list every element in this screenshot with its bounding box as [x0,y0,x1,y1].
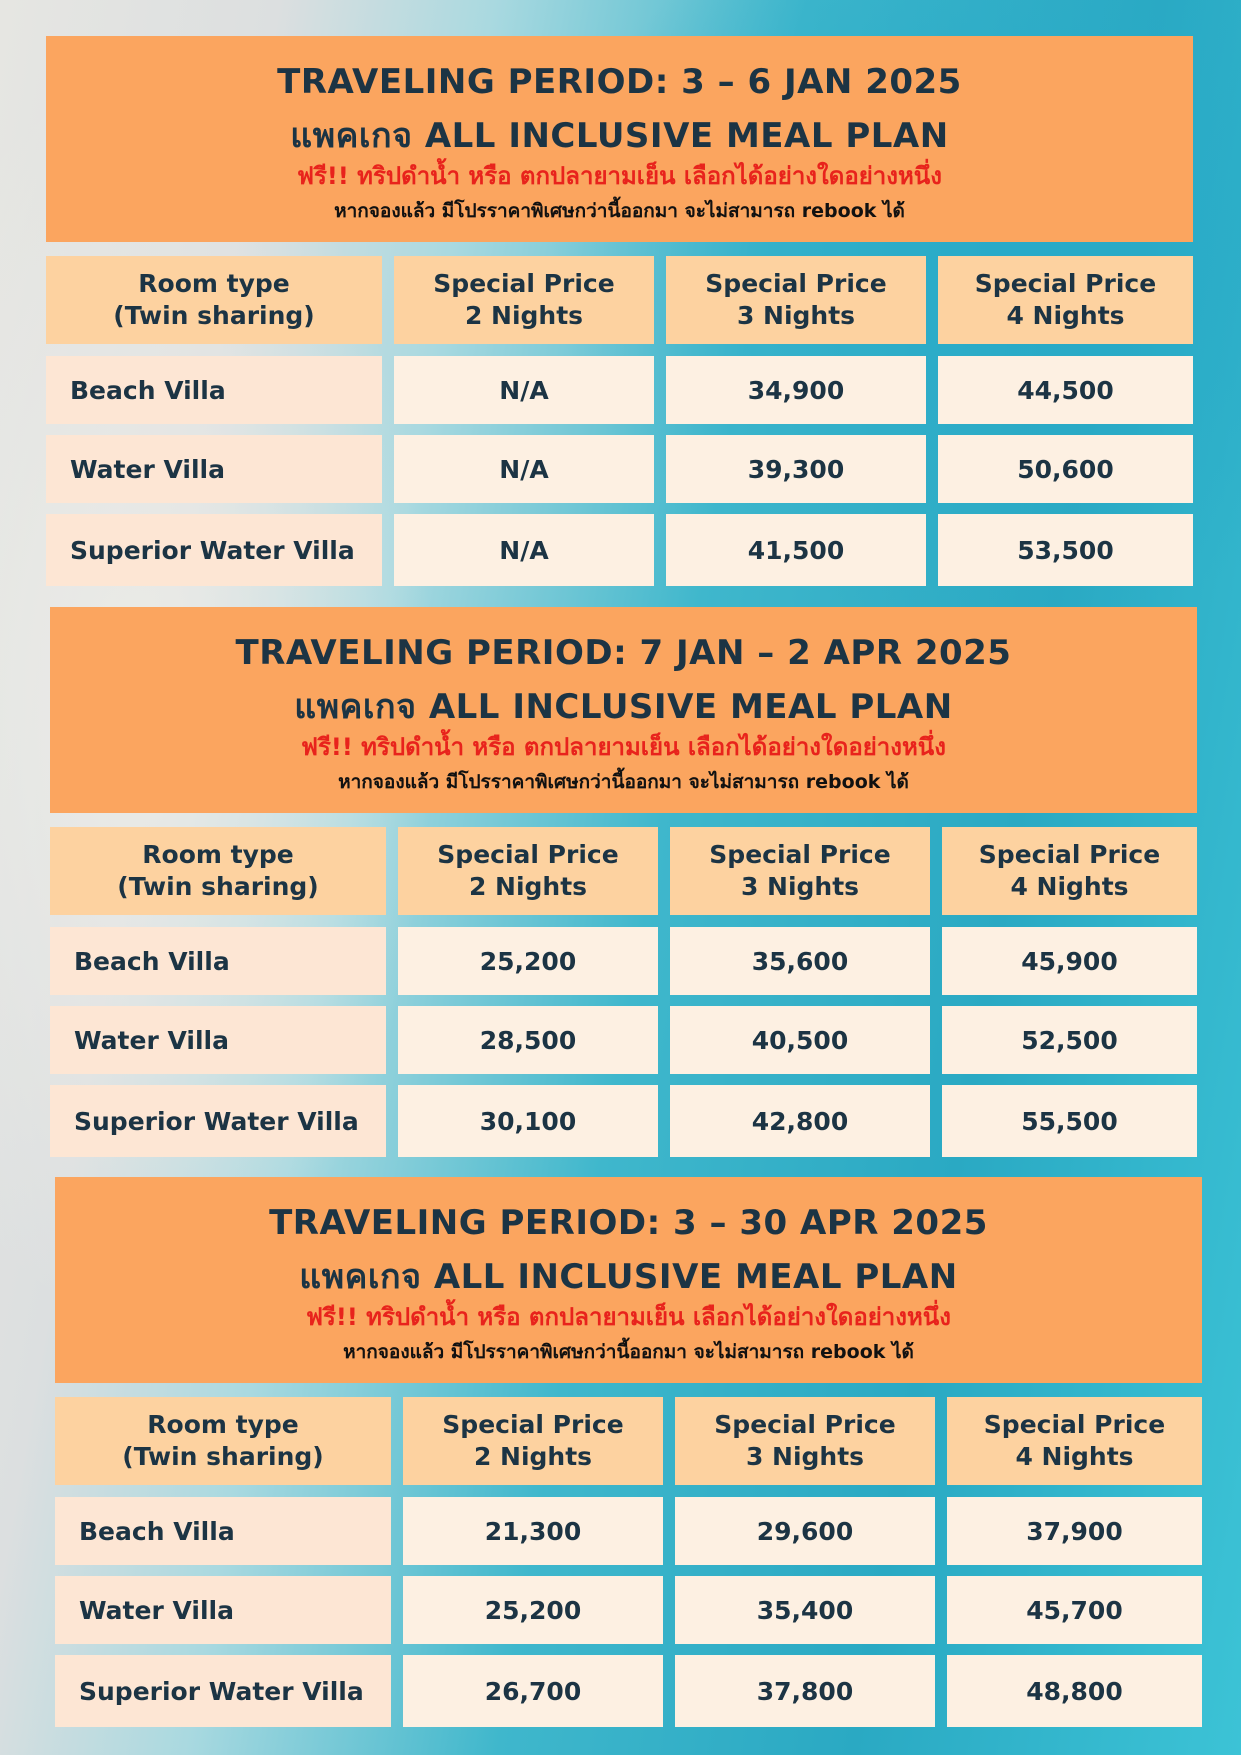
period-header [46,36,1193,242]
period-title: TRAVELING PERIOD: 3 – 30 APR 2025 [269,1203,988,1243]
room-type-cell: Superior Water Villa [46,514,382,586]
rebook-note: หากจองแล้ว มีโปรราคาพิเศษกว่านี้ออกมา จะไม่สามารถ rebook ได้ [338,771,909,793]
period-header [50,607,1197,813]
room-type-cell: Water Villa [55,1576,391,1644]
room-type-cell: Water Villa [46,435,382,503]
period-header [55,1177,1202,1383]
price-2-nights: N/A [394,356,654,424]
price-4-nights: 55,500 [942,1085,1197,1157]
price-3-nights: 37,800 [675,1655,935,1727]
price-2-nights: N/A [394,435,654,503]
column-header-4-nights: Special Price 4 Nights [947,1397,1202,1485]
price-4-nights: 50,600 [938,435,1193,503]
room-type-cell: Beach Villa [55,1497,391,1565]
promo-text: ฟรี!! ทริปดำน้ำ หรือ ตกปลายามเย็น เลือกได้อย่างใดอย่างหนึ่ง [306,1303,951,1331]
price-4-nights: 37,900 [947,1497,1202,1565]
column-header-4-nights: Special Price 4 Nights [938,256,1193,344]
column-header-room-type: Room type (Twin sharing) [50,827,386,915]
price-4-nights: 45,900 [942,927,1197,995]
price-4-nights: 53,500 [938,514,1193,586]
price-2-nights: 25,200 [403,1576,663,1644]
column-header-3-nights: Special Price 3 Nights [670,827,930,915]
promo-text: ฟรี!! ทริปดำน้ำ หรือ ตกปลายามเย็น เลือกได้อย่างใดอย่างหนึ่ง [301,733,946,761]
price-2-nights: 30,100 [398,1085,658,1157]
period-title: TRAVELING PERIOD: 3 – 6 JAN 2025 [277,62,962,102]
price-4-nights: 45,700 [947,1576,1202,1644]
column-header-2-nights: Special Price 2 Nights [394,256,654,344]
column-header-room-type: Room type (Twin sharing) [55,1397,391,1485]
room-type-cell: Beach Villa [50,927,386,995]
column-header-4-nights: Special Price 4 Nights [942,827,1197,915]
room-type-cell: Superior Water Villa [50,1085,386,1157]
promo-text: ฟรี!! ทริปดำน้ำ หรือ ตกปลายามเย็น เลือกได้อย่างใดอย่างหนึ่ง [297,162,942,190]
room-type-cell: Water Villa [50,1006,386,1074]
package-subtitle: แพคเกจ ALL INCLUSIVE MEAL PLAN [299,1257,958,1297]
rebook-note: หากจองแล้ว มีโปรราคาพิเศษกว่านี้ออกมา จะไม่สามารถ rebook ได้ [334,200,905,222]
package-subtitle: แพคเกจ ALL INCLUSIVE MEAL PLAN [294,687,953,727]
room-type-cell: Superior Water Villa [55,1655,391,1727]
price-3-nights: 39,300 [666,435,926,503]
price-3-nights: 35,600 [670,927,930,995]
price-4-nights: 48,800 [947,1655,1202,1727]
price-2-nights: 26,700 [403,1655,663,1727]
price-4-nights: 52,500 [942,1006,1197,1074]
room-type-cell: Beach Villa [46,356,382,424]
column-header-3-nights: Special Price 3 Nights [675,1397,935,1485]
price-2-nights: 28,500 [398,1006,658,1074]
price-3-nights: 34,900 [666,356,926,424]
period-title: TRAVELING PERIOD: 7 JAN – 2 APR 2025 [235,633,1012,673]
price-2-nights: 21,300 [403,1497,663,1565]
package-subtitle: แพคเกจ ALL INCLUSIVE MEAL PLAN [290,116,949,156]
column-header-room-type: Room type (Twin sharing) [46,256,382,344]
column-header-2-nights: Special Price 2 Nights [403,1397,663,1485]
price-2-nights: 25,200 [398,927,658,995]
column-header-3-nights: Special Price 3 Nights [666,256,926,344]
price-3-nights: 42,800 [670,1085,930,1157]
price-2-nights: N/A [394,514,654,586]
column-header-2-nights: Special Price 2 Nights [398,827,658,915]
price-3-nights: 40,500 [670,1006,930,1074]
price-3-nights: 29,600 [675,1497,935,1565]
price-4-nights: 44,500 [938,356,1193,424]
price-3-nights: 35,400 [675,1576,935,1644]
rebook-note: หากจองแล้ว มีโปรราคาพิเศษกว่านี้ออกมา จะไม่สามารถ rebook ได้ [343,1341,914,1363]
price-3-nights: 41,500 [666,514,926,586]
